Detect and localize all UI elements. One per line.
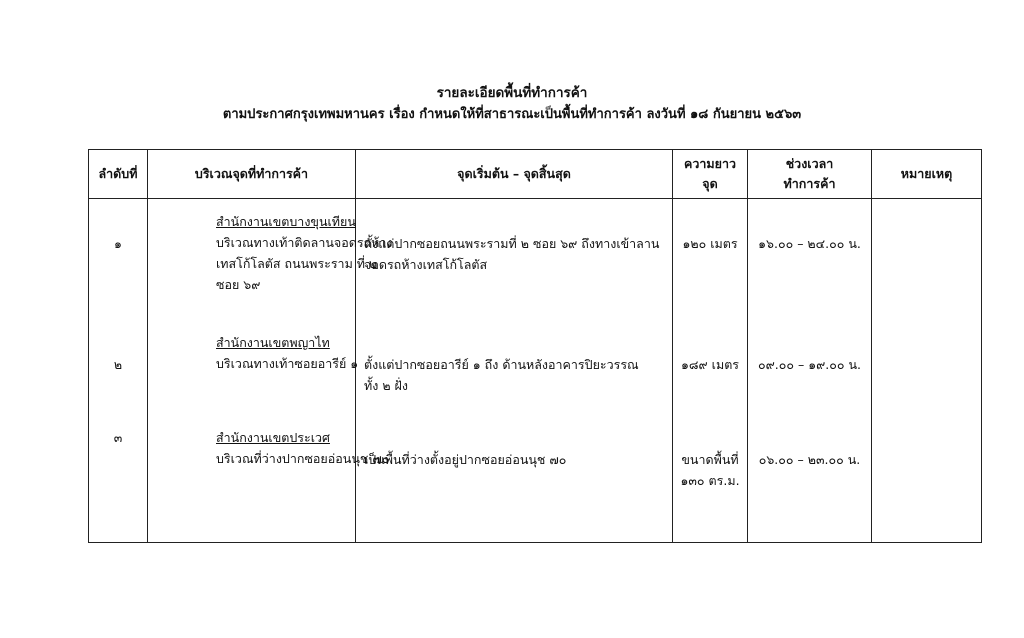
row-2-area-line: บริเวณทางเท้าซอยอารีย์ ๑ xyxy=(216,356,359,371)
row-1-office: สำนักงานเขตบางขุนเทียน xyxy=(216,214,356,229)
row-1-area-line: เทสโก้โลตัส ถนนพระราม ที่ ๒ xyxy=(216,256,378,271)
row-3-area-line: บริเวณที่ว่างปากซอยอ่อนนุช ๗๐ xyxy=(216,451,390,466)
row-1-range xyxy=(364,233,672,275)
header-area: บริเวณจุดที่ทำการค้า xyxy=(148,150,356,199)
column-time xyxy=(748,199,872,543)
row-2-length xyxy=(673,354,747,375)
row-2-office: สำนักงานเขตพญาไท xyxy=(216,335,330,350)
header-no: ลำดับที่ xyxy=(89,150,148,199)
row-2-no: ๒ xyxy=(113,357,123,372)
row-3-length xyxy=(673,449,747,491)
row-3-area xyxy=(216,427,390,469)
header-length xyxy=(673,150,748,199)
row-2-range xyxy=(364,354,672,396)
column-range xyxy=(356,199,673,543)
row-2-area xyxy=(216,332,359,374)
header-length-line1: ความยาว xyxy=(683,156,736,171)
row-1-length xyxy=(673,233,747,254)
row-3-time: ๐๖.๐๐ – ๒๓.๐๐ น. xyxy=(758,452,861,467)
header-time-line1: ช่วงเวลา xyxy=(785,156,834,171)
header-range: จุดเริ่มต้น – จุดสิ้นสุด xyxy=(356,150,673,199)
row-1-range-line: ตั้งแต่ปากซอยถนนพระรามที่ ๒ ซอย ๖๙ ถึงทางเข้าลาน xyxy=(364,236,660,251)
row-1-area-line: ซอย ๖๙ xyxy=(216,277,261,292)
document-title: รายละเอียดพื้นที่ทำการค้า xyxy=(436,85,588,101)
document-title-block xyxy=(0,82,1024,126)
table-body-row xyxy=(89,199,982,543)
column-remark xyxy=(872,199,982,543)
row-3-length-line: ขนาดพื้นที่ xyxy=(681,452,739,467)
row-3-office: สำนักงานเขตประเวศ xyxy=(216,430,330,445)
row-2-range-line: ตั้งแต่ปากซอยอารีย์ ๑ ถึง ด้านหลังอาคารปิยะวรรณ xyxy=(364,357,639,372)
row-2-range-line: ทั้ง ๒ ฝั่ง xyxy=(364,378,408,393)
row-3-no: ๓ xyxy=(113,430,123,445)
row-2-length-line: ๑๘๙ เมตร xyxy=(680,357,740,372)
row-3-range xyxy=(364,449,672,470)
document-subtitle: ตามประกาศกรุงเทพมหานคร เรื่อง กำหนดให้ที่สาธารณะเป็นพื้นที่ทำการค้า ลงวันที่ ๑๘ กันยายน ๒๕๖๓ xyxy=(222,107,802,122)
row-1-range-line: จอดรถห้างเทสโก้โลตัส xyxy=(364,257,488,272)
row-1-area-line: บริเวณทางเท้าติดลานจอดรถห้าง xyxy=(216,235,393,250)
table-header-row xyxy=(89,150,982,199)
row-1-length-line: ๑๒๐ เมตร xyxy=(682,236,738,251)
trading-area-table xyxy=(88,149,982,543)
row-3-range-line: เป็นพื้นที่ว่างตั้งอยู่ปากซอยอ่อนนุช ๗๐ xyxy=(364,452,567,467)
row-1-no: ๑ xyxy=(114,236,122,251)
header-time-line2: ทำการค้า xyxy=(783,176,836,191)
header-time xyxy=(748,150,872,199)
header-length-line2: จุด xyxy=(702,176,718,191)
row-3-length-line: ๑๓๐ ตร.ม. xyxy=(680,473,740,488)
column-no xyxy=(89,199,148,543)
row-2-time: ๐๙.๐๐ – ๑๙.๐๐ น. xyxy=(757,357,862,372)
row-1-time: ๑๖.๐๐ – ๒๔.๐๐ น. xyxy=(758,236,861,251)
column-length xyxy=(673,199,748,543)
row-1-area xyxy=(216,211,393,295)
header-remark: หมายเหตุ xyxy=(872,150,982,199)
